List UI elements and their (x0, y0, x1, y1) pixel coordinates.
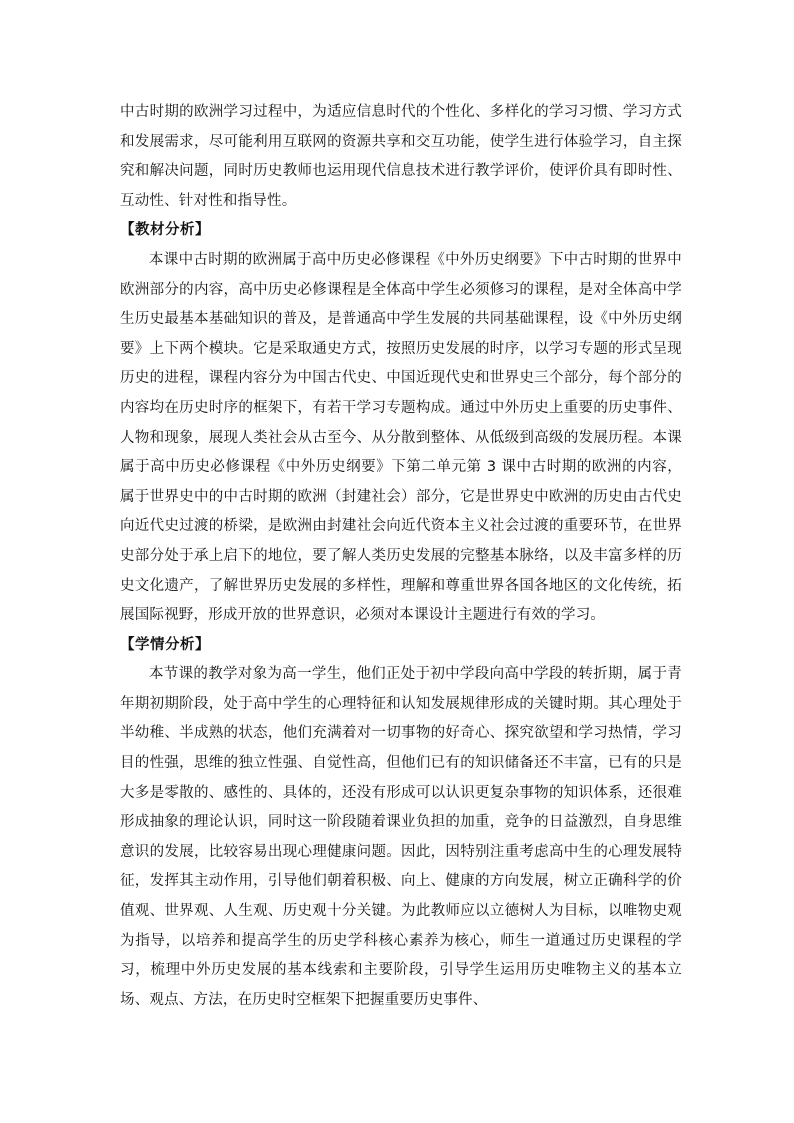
section-heading-student-analysis: 【学情分析】 (120, 636, 210, 653)
student-analysis-paragraph: 本节课的教学对象为高一学生，他们正处于初中学段向高中学段的转折期，属于青年期初期阶段，处于高中学生的心理特征和认知发展规律形成的关键时期。其心理处于半幼稚、半成熟的状态，他们充满着对一切事物的好奇心、探究欲望和学习热情，学习目的性强，思维的独立性强、自觉性高，但他们已有的知识储备还不丰富，已有的只是大多是零散的、感性的、具体的，还没有形成可以认识更复杂事物的知识体系，还很难形成抽象的理论认识，同时这一阶段随着课业负担的加重，竞争的日益激烈，自身思维意识的发展，比较容易出现心理健康问题。因此，因特别注重考虑高中生的心理发展特征，发挥其主动作用，引导他们朝着积极、向上、健康的方向发展，树立正确科学的价值观、世界观、人生观、历史观十分关键。为此教师应以立德树人为目标，以唯物史观为指导，以培养和提高学生的历史学科核心素养为核心，师生一道通过历史课程的学习，梳理中外历史发展的基本线索和主要阶段，引导学生运用历史唯物主义的基本立场、观点、方法，在历史时空框架下把握重要历史事件、 (120, 666, 682, 1008)
textbook-analysis-paragraph: 本课中古时期的欧洲属于高中历史必修课程《中外历史纲要》下中古时期的世界中欧洲部分的内容，高中历史必修课程是全体高中学生必须修习的课程，是对全体高中学生历史最基本基础知识的普及，是普通高中学生发展的共同基础课程，设《中外历史纲要》上下两个模块。它是采取通史方式，按照历史发展的时序，以学习专题的形式呈现历史的进程，课程内容分为中国古代史、中国近现代史和世界史三个部分，每个部分的内容均在历史时序的框架下，有若干学习专题构成。通过中外历史上重要的历史事件、人物和现象，展现人类社会从古至今、从分散到整体、从低级到高级的发展历程。本课属于高中历史必修课程《中外历史纲要》下第二单元第 3 课中古时期的欧洲的内容，属于世界史中的中古时期的欧洲（封建社会）部分，它是世界史中欧洲的历史由古代史向近代史过渡的桥梁，是欧洲由封建社会向近代资本主义社会过渡的重要环节，在世界史部分处于承上启下的地位，要了解人类历史发展的完整基本脉络，以及丰富多样的历史文化遗产，了解世界历史发展的多样性，理解和尊重世界各国各地区的文化传统，拓展国际视野，形成开放的世界意识，必须对本课设计主题进行有效的学习。 (120, 251, 682, 624)
section-heading-textbook-analysis: 【教材分析】 (120, 222, 210, 239)
intro-paragraph: 中古时期的欧洲学习过程中，为适应信息时代的个性化、多样化的学习习惯、学习方式和发展需求，尽可能利用互联网的资源共享和交互功能，使学生进行体验学习，自主探究和解决问题，同时历史教师也运用现代信息技术进行教学评价，使评价具有即时性、互动性、针对性和指导性。 (120, 104, 682, 209)
document-body (120, 98, 682, 1015)
